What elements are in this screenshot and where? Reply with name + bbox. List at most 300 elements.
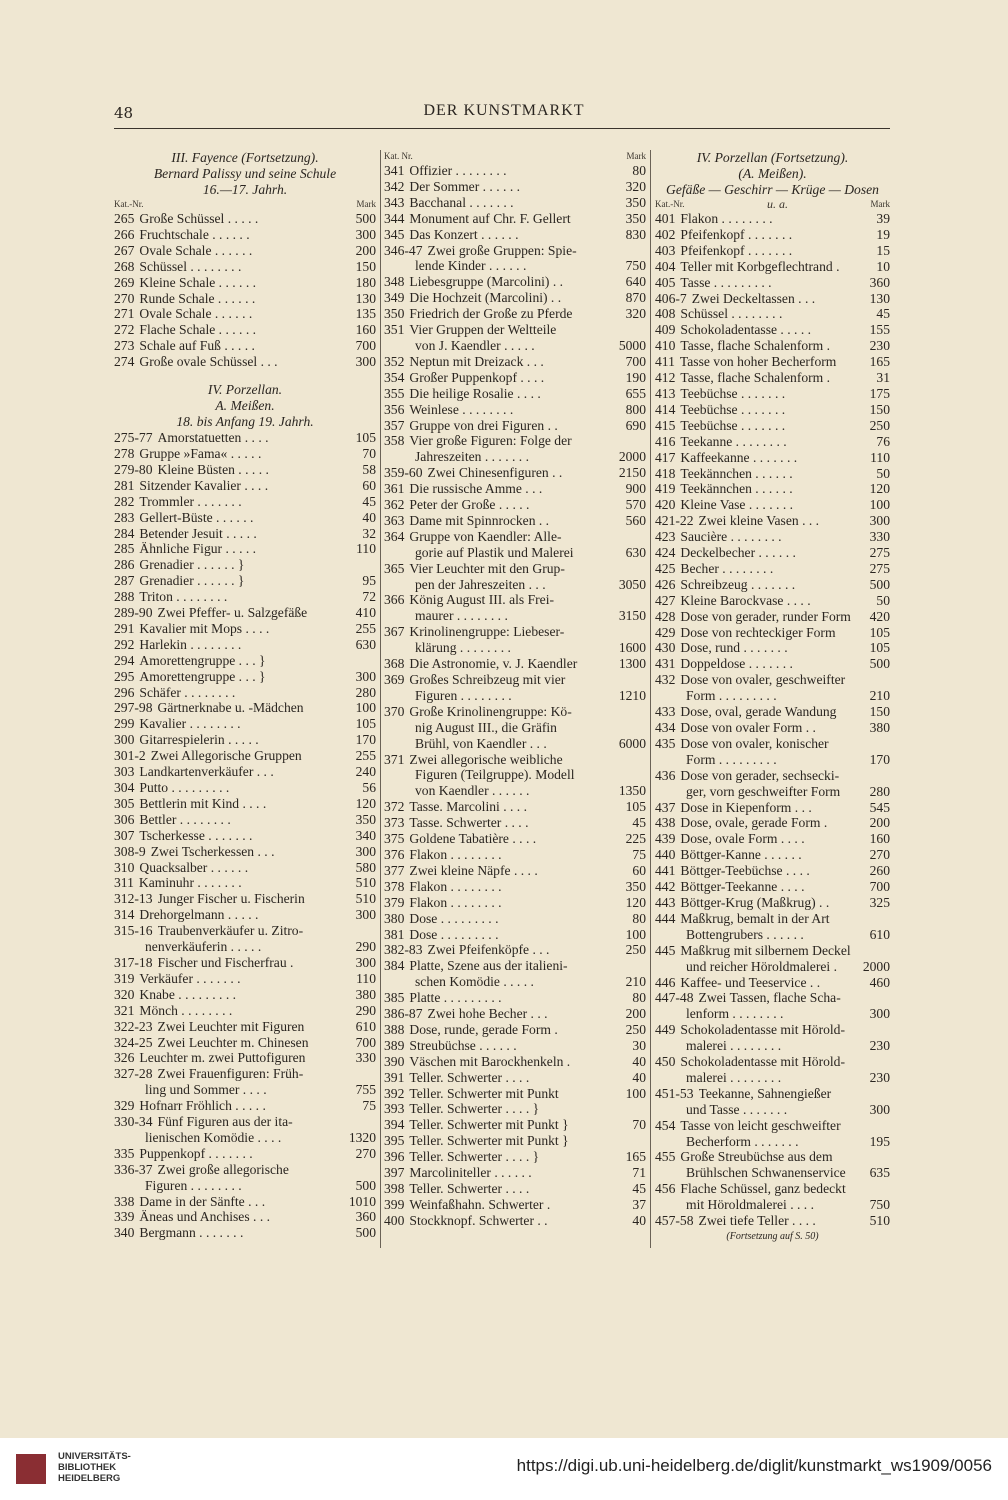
entry-price: 330 <box>869 529 890 545</box>
entry-price: 500 <box>869 656 890 672</box>
entry-price: 60 <box>362 477 376 493</box>
price-header: Mark <box>626 151 646 161</box>
catalog-number: 344 <box>384 210 405 226</box>
catalog-number: 289-90 <box>114 605 153 621</box>
catalog-number: 300 <box>114 732 135 748</box>
entry-title: Flakon . . . . . . . . <box>409 846 502 862</box>
catalog-number: 303 <box>114 764 135 780</box>
catalog-number: 392 <box>384 1085 405 1101</box>
catalog-number: 339 <box>114 1209 135 1225</box>
catalog-number: 268 <box>114 258 135 274</box>
entry-title: Teebüchse . . . . . . . <box>680 417 786 433</box>
catalog-entry <box>114 828 376 844</box>
catalog-number: 321 <box>114 1002 135 1018</box>
entry-title-continuation: Form . . . . . . . . . <box>686 688 777 704</box>
entry-title: Zwei allegorische weibliche <box>409 751 563 767</box>
entry-title: Peter der Große . . . . . <box>409 497 530 513</box>
catalog-number: 275-77 <box>114 430 153 446</box>
entry-title-continuation: lienischen Komödie . . . . <box>145 1129 282 1145</box>
entry-title: Betender Jesuit . . . . . <box>139 525 257 541</box>
catalog-entry-continuation <box>655 1038 890 1054</box>
catalog-number: 430 <box>655 640 676 656</box>
catalog-entry <box>114 446 376 462</box>
catalog-entry <box>384 195 646 211</box>
entry-price: 755 <box>355 1082 376 1098</box>
entry-title-continuation: ling und Sommer . . . . <box>145 1082 267 1098</box>
catalog-number: 304 <box>114 780 135 795</box>
catalog-number: 329 <box>114 1098 135 1114</box>
catalog-entry <box>655 386 890 402</box>
entry-price: 300 <box>355 954 376 970</box>
catalog-number: 274 <box>114 354 135 370</box>
catalog-entry <box>384 386 646 402</box>
entry-price: 3150 <box>618 608 646 624</box>
catalog-number: 427 <box>655 592 676 608</box>
catalog-entry <box>114 1050 376 1066</box>
entry-price: 10 <box>876 258 890 274</box>
library-name-line: HEIDELBERG <box>58 1473 121 1484</box>
catalog-entry <box>655 529 890 545</box>
catalog-entry <box>384 354 646 370</box>
catalog-entry <box>114 291 376 307</box>
catalog-number: 343 <box>384 194 405 210</box>
catalog-entry-continuation <box>384 338 646 354</box>
entry-title: Dose von ovaler, geschweifter <box>680 672 846 688</box>
entry-title: Dose . . . . . . . . . <box>409 926 499 942</box>
entry-price: 700 <box>625 353 646 369</box>
catalog-entry <box>384 481 646 497</box>
catalog-entry-continuation <box>655 1006 890 1022</box>
catalog-entry <box>114 907 376 923</box>
entry-price: 610 <box>355 1018 376 1034</box>
entry-title-continuation: malerei . . . . . . . . <box>686 1038 782 1054</box>
entry-title-continuation: nig August III., die Gräfin <box>415 719 557 735</box>
catalog-entry <box>384 274 646 290</box>
catalog-entry <box>655 1054 890 1070</box>
entry-price: 1300 <box>618 656 646 672</box>
catalog-entry <box>114 338 376 354</box>
section-period: 16.—17. Jahrh. <box>202 182 288 197</box>
catalog-entry-continuation <box>384 545 646 561</box>
entry-price: 210 <box>625 974 646 990</box>
entry-title-continuation: klärung . . . . . . . . <box>415 640 511 656</box>
entry-price: 300 <box>869 1006 890 1022</box>
entry-title: Das Konzert . . . . . . <box>409 226 519 242</box>
catalog-number: 420 <box>655 497 676 513</box>
catalog-number: 421-22 <box>655 513 694 529</box>
section-subtitle: A. Meißen. <box>215 398 275 414</box>
catalog-entry <box>655 322 890 338</box>
catalog-number: 411 <box>655 354 675 370</box>
entry-price: 350 <box>625 878 646 894</box>
entry-price: 500 <box>355 1225 376 1241</box>
entry-price: 350 <box>625 210 646 226</box>
entry-price: 40 <box>632 1053 646 1069</box>
entry-title: Dose von gerader, sechsecki- <box>680 767 840 783</box>
entry-title: Dose von ovaler Form . . <box>680 720 816 735</box>
entry-price: 70 <box>632 1117 646 1133</box>
entry-price: 410 <box>355 605 376 621</box>
catalog-number: 299 <box>114 716 135 732</box>
entry-title: Maßkrug, bemalt in der Art <box>680 910 830 926</box>
entry-title: Böttger-Teekanne . . . . <box>680 879 805 895</box>
catalog-entry <box>384 290 646 306</box>
entry-title: Vier Leuchter mit den Grup- <box>409 560 565 576</box>
entry-title: Amorettengruppe . . . } <box>139 668 266 684</box>
entry-title: Tasse. Marcolini . . . . <box>409 799 527 815</box>
catalog-number: 376 <box>384 846 405 862</box>
catalog-entry <box>114 1003 376 1019</box>
entry-price: 45 <box>876 306 890 322</box>
catalog-entry <box>114 227 376 243</box>
price-header: Mark <box>356 199 376 209</box>
catalog-number: 363 <box>384 512 405 528</box>
running-head: DER KUNSTMARKT <box>423 102 585 119</box>
entry-title-continuation: Bottengrubers . . . . . . <box>686 926 804 942</box>
entry-title: Bergmann . . . . . . . <box>139 1225 244 1241</box>
entry-title-continuation: Figuren . . . . . . . . <box>415 687 512 703</box>
catalog-entry <box>655 625 890 641</box>
section-title: IV. Porzellan. <box>207 382 283 398</box>
catalog-number: 435 <box>655 735 676 751</box>
catalog-entry <box>384 465 646 481</box>
entry-title: Liebesgruppe (Marcolini) . . <box>409 274 564 290</box>
section-heading <box>114 150 376 198</box>
catalog-number: 286 <box>114 557 135 573</box>
catalog-number: 403 <box>655 242 676 258</box>
catalog-number: 444 <box>655 910 676 926</box>
entry-title: Amorstatuetten . . . . <box>157 430 269 446</box>
entry-title: Puppenkopf . . . . . . . <box>139 1145 253 1161</box>
catalog-entry <box>114 748 376 764</box>
entry-title: Gruppe von Kaendler: Alle- <box>409 528 562 544</box>
catalog-number: 327-28 <box>114 1066 153 1082</box>
entry-title-continuation: mit Höroldmalerei . . . . <box>686 1197 814 1213</box>
entry-title-continuation: pen der Jahreszeiten . . . <box>415 576 546 592</box>
catalog-entry <box>384 163 646 179</box>
entry-title-continuation: Brühl, von Kaendler . . . <box>415 735 547 751</box>
catalog-entry <box>114 1114 376 1130</box>
entry-price: 56 <box>362 780 376 795</box>
entry-price: 500 <box>355 1177 376 1193</box>
catalog-entry <box>655 1213 890 1229</box>
catalog-entry <box>114 700 376 716</box>
entry-title: Schüssel . . . . . . . . <box>139 258 242 274</box>
entry-title: Marcoliniteller . . . . . . <box>409 1165 532 1181</box>
catalog-number: 287 <box>114 573 135 589</box>
entry-price: 250 <box>625 942 646 958</box>
entry-title: Neptun mit Dreizack . . . <box>409 353 544 369</box>
catalog-number: 451-53 <box>655 1085 694 1101</box>
catalog-entry-continuation <box>384 258 646 274</box>
entry-title: Hofnarr Fröhlich . . . . . <box>139 1098 266 1114</box>
entry-price: 230 <box>869 1038 890 1054</box>
entry-title: Dose, oval, gerade Wandung <box>680 704 837 720</box>
catalog-entry <box>114 605 376 621</box>
catalog-number: 307 <box>114 827 135 843</box>
entry-price: 165 <box>869 354 890 370</box>
entry-title: Zwei Tassen, flache Scha- <box>698 990 841 1006</box>
catalog-entry <box>384 402 646 418</box>
entry-price: 280 <box>355 684 376 700</box>
entry-title: Flakon . . . . . . . . <box>680 211 773 226</box>
catalog-entry-continuation <box>655 1102 890 1118</box>
catalog-entry <box>384 1213 646 1229</box>
catalog-number: 406-7 <box>655 290 687 306</box>
entry-title: Teller. Schwerter . . . . } <box>409 1149 540 1165</box>
entry-price: 80 <box>632 163 646 178</box>
entry-price: 120 <box>869 481 890 497</box>
catalog-number: 417 <box>655 449 676 465</box>
entry-title-continuation: maurer . . . . . . . . <box>415 608 508 624</box>
entry-title: Väschen mit Barockhenkeln . <box>409 1053 571 1069</box>
catalog-entry <box>384 592 646 608</box>
catalog-number: 346-47 <box>384 242 423 258</box>
entry-title: Monument auf Chr. F. Gellert <box>409 210 571 226</box>
catalog-number: 397 <box>384 1165 405 1181</box>
entry-title: Runde Schale . . . . . . <box>139 290 256 306</box>
catalog-number: 294 <box>114 652 135 668</box>
catalog-entry <box>655 656 890 672</box>
entry-price: 500 <box>869 576 890 592</box>
entry-price: 70 <box>362 445 376 461</box>
catalog-entry <box>655 450 890 466</box>
catalog-number: 296 <box>114 684 135 700</box>
catalog-entry <box>655 1022 890 1038</box>
catalog-number: 355 <box>384 385 405 401</box>
entry-title: Gruppe »Fama« . . . . . <box>139 445 262 461</box>
catalog-entry <box>114 891 376 907</box>
entry-title: Ovale Schale . . . . . . <box>139 242 253 258</box>
catalog-number: 284 <box>114 525 135 541</box>
entry-price: 31 <box>876 370 890 386</box>
entry-title: Die heilige Rosalie . . . . <box>409 385 541 401</box>
catalog-entry <box>655 370 890 386</box>
entry-title: Äneas und Anchises . . . <box>139 1209 271 1225</box>
entry-price: 635 <box>869 1165 890 1181</box>
catalog-entry <box>384 1022 646 1038</box>
entry-price: 2150 <box>618 465 646 481</box>
entry-price: 700 <box>355 338 376 354</box>
entry-price: 250 <box>625 1021 646 1037</box>
entry-title: Dose von ovaler, konischer <box>680 735 829 751</box>
entry-price: 350 <box>625 194 646 210</box>
entry-price: 510 <box>869 1213 890 1229</box>
catalog-number: 306 <box>114 811 135 827</box>
entry-title: Zwei kleine Näpfe . . . . <box>409 862 538 878</box>
catalog-entry <box>655 402 890 418</box>
entry-price: 100 <box>625 1085 646 1101</box>
catalog-number-header: Kat. Nr. <box>384 151 413 161</box>
entry-price: 380 <box>355 986 376 1002</box>
catalog-number: 359-60 <box>384 465 423 481</box>
entry-title: Gruppe von drei Figuren . . <box>409 417 558 433</box>
entry-price: 58 <box>362 461 376 477</box>
entry-title: Böttger-Teebüchse . . . . <box>680 863 810 879</box>
entry-title: Dose von gerader, runder Form <box>680 608 851 624</box>
catalog-number: 409 <box>655 322 676 338</box>
entry-title-continuation: gorie auf Plastik und Malerei <box>415 544 574 560</box>
entry-price: 30 <box>632 1037 646 1053</box>
entry-price: 270 <box>869 847 890 863</box>
entry-price: 300 <box>355 226 376 242</box>
catalog-entry <box>655 943 890 959</box>
entry-list <box>114 211 376 370</box>
catalog-entry <box>384 1133 646 1149</box>
catalog-number: 380 <box>384 910 405 926</box>
entry-price: 610 <box>869 926 890 942</box>
catalog-number: 305 <box>114 795 135 811</box>
entry-title: Zwei Deckeltassen . . . <box>691 290 816 306</box>
catalog-number: 291 <box>114 620 135 636</box>
column-divider <box>650 150 651 1248</box>
catalog-number: 377 <box>384 862 405 878</box>
entry-price: 1010 <box>348 1193 376 1209</box>
catalog-entry <box>384 433 646 449</box>
catalog-number: 371 <box>384 751 405 767</box>
entry-title: Fruchtschale . . . . . . <box>139 226 250 242</box>
catalog-entry <box>655 1118 890 1134</box>
catalog-number: 386-87 <box>384 1006 423 1022</box>
catalog-entry <box>114 1225 376 1241</box>
catalog-number: 362 <box>384 497 405 513</box>
entry-price: 180 <box>355 274 376 290</box>
entry-price: 320 <box>625 178 646 194</box>
catalog-number: 440 <box>655 847 676 863</box>
section-title: III. Fayence (Fortsetzung). <box>171 150 319 165</box>
source-url-link[interactable]: https://digi.ub.uni-heidelberg.de/diglit/kunstmarkt_ws1909/0056 <box>516 1456 992 1475</box>
entry-price: 1600 <box>618 640 646 656</box>
catalog-entry <box>384 847 646 863</box>
entry-title: Saucière . . . . . . . . <box>680 529 782 545</box>
catalog-entry <box>655 243 890 259</box>
catalog-entry <box>655 354 890 370</box>
entry-price: 39 <box>876 211 890 226</box>
entry-title: Kaffeekanne . . . . . . . <box>680 449 798 465</box>
entry-title-continuation: lenform . . . . . . . . <box>686 1006 784 1022</box>
catalog-entry <box>114 1035 376 1051</box>
entry-title: Schokoladentasse mit Hörold- <box>680 1022 845 1038</box>
library-name-line: UNIVERSITÄTS- <box>58 1451 131 1462</box>
entry-title: Deckelbecher . . . . . . <box>680 545 796 561</box>
section-heading <box>114 382 376 430</box>
catalog-number: 429 <box>655 624 676 640</box>
entry-price: 80 <box>632 910 646 926</box>
entry-price: 150 <box>355 258 376 274</box>
entry-price: 130 <box>355 290 376 306</box>
viewer-footer <box>0 1438 1008 1500</box>
catalog-number: 301-2 <box>114 748 146 764</box>
catalog-number: 317-18 <box>114 954 153 970</box>
entry-price: 325 <box>869 894 890 910</box>
library-logo-icon[interactable] <box>16 1454 46 1484</box>
entry-title: Traubenverkäufer u. Zitro- <box>157 923 304 939</box>
entry-title: Böttger-Kanne . . . . . . <box>680 847 802 863</box>
entry-title: Putto . . . . . . . . . <box>139 780 230 795</box>
catalog-entry <box>114 589 376 605</box>
entry-title: Kavalier mit Mops . . . . <box>139 620 270 636</box>
catalog-entry <box>384 879 646 895</box>
entry-title: Zwei tiefe Teller . . . . <box>698 1213 816 1229</box>
entry-title: Kleine Barockvase . . . . <box>680 592 811 608</box>
catalog-entry <box>384 529 646 545</box>
catalog-entry <box>384 752 646 768</box>
entry-price: 630 <box>625 544 646 560</box>
catalog-entry <box>384 561 646 577</box>
entry-title-continuation: nenverkäuferin . . . . . <box>145 939 262 955</box>
entry-price: 340 <box>355 827 376 843</box>
entry-title: Dose von rechteckiger Form <box>680 624 836 640</box>
catalog-number: 396 <box>384 1149 405 1165</box>
section-title: IV. Porzellan (Fortsetzung). <box>696 150 849 165</box>
entry-title: Stockknopf. Schwerter . . <box>409 1212 548 1228</box>
catalog-number: 364 <box>384 528 405 544</box>
catalog-number: 340 <box>114 1225 135 1241</box>
entry-title: Gitarrespielerin . . . . . <box>139 732 259 748</box>
catalog-entry <box>384 1054 646 1070</box>
catalog-number: 378 <box>384 878 405 894</box>
catalog-entry-continuation <box>655 688 890 704</box>
entry-price: 195 <box>869 1133 890 1149</box>
catalog-entry <box>114 716 376 732</box>
entry-price: 800 <box>625 401 646 417</box>
catalog-entry <box>114 1146 376 1162</box>
catalog-entry <box>114 243 376 259</box>
entry-title: Teller. Schwerter . . . . <box>409 1069 530 1085</box>
catalog-entry <box>384 990 646 1006</box>
catalog-number: 341 <box>384 163 405 178</box>
library-name[interactable] <box>58 1451 131 1484</box>
entry-title: Teller. Schwerter . . . . } <box>409 1101 540 1117</box>
entry-title: Schüssel . . . . . . . . <box>680 306 783 322</box>
catalog-number: 351 <box>384 322 405 338</box>
catalog-entry-continuation <box>114 939 376 955</box>
catalog-entry <box>655 895 890 911</box>
entry-title: Bettler . . . . . . . . <box>139 811 231 827</box>
entry-title: Dame in der Sänfte . . . <box>139 1193 266 1209</box>
entry-title: Platte . . . . . . . . . <box>409 990 502 1006</box>
entry-price: 190 <box>625 369 646 385</box>
entry-title: Zwei Leuchter mit Figuren <box>157 1018 305 1034</box>
catalog-entry <box>655 561 890 577</box>
catalog-entry <box>114 732 376 748</box>
catalog-entry <box>655 577 890 593</box>
catalog-entry <box>114 971 376 987</box>
catalog-entry <box>114 1194 376 1210</box>
catalog-number: 297-98 <box>114 700 153 716</box>
entry-title: Schale auf Fuß . . . . . <box>139 338 255 354</box>
catalog-entry-continuation <box>114 1130 376 1146</box>
catalog-number: 295 <box>114 668 135 684</box>
entry-title: Junger Fischer u. Fischerin <box>157 891 305 907</box>
entry-title: Dose, rund . . . . . . . <box>680 640 788 656</box>
catalog-entry <box>384 1165 646 1181</box>
entry-price: 110 <box>356 541 376 557</box>
entry-title: Schreibzeug . . . . . . . <box>680 576 796 592</box>
catalog-number: 381 <box>384 926 405 942</box>
entry-price: 240 <box>355 764 376 780</box>
catalog-number: 354 <box>384 369 405 385</box>
catalog-number: 410 <box>655 338 676 354</box>
catalog-number: 375 <box>384 831 405 847</box>
catalog-entry-continuation <box>384 974 646 990</box>
catalog-number: 414 <box>655 401 676 417</box>
entry-price: 2000 <box>862 958 890 974</box>
catalog-number: 342 <box>384 178 405 194</box>
catalog-number: 385 <box>384 990 405 1006</box>
catalog-entry <box>114 1019 376 1035</box>
catalog-number: 442 <box>655 879 676 895</box>
